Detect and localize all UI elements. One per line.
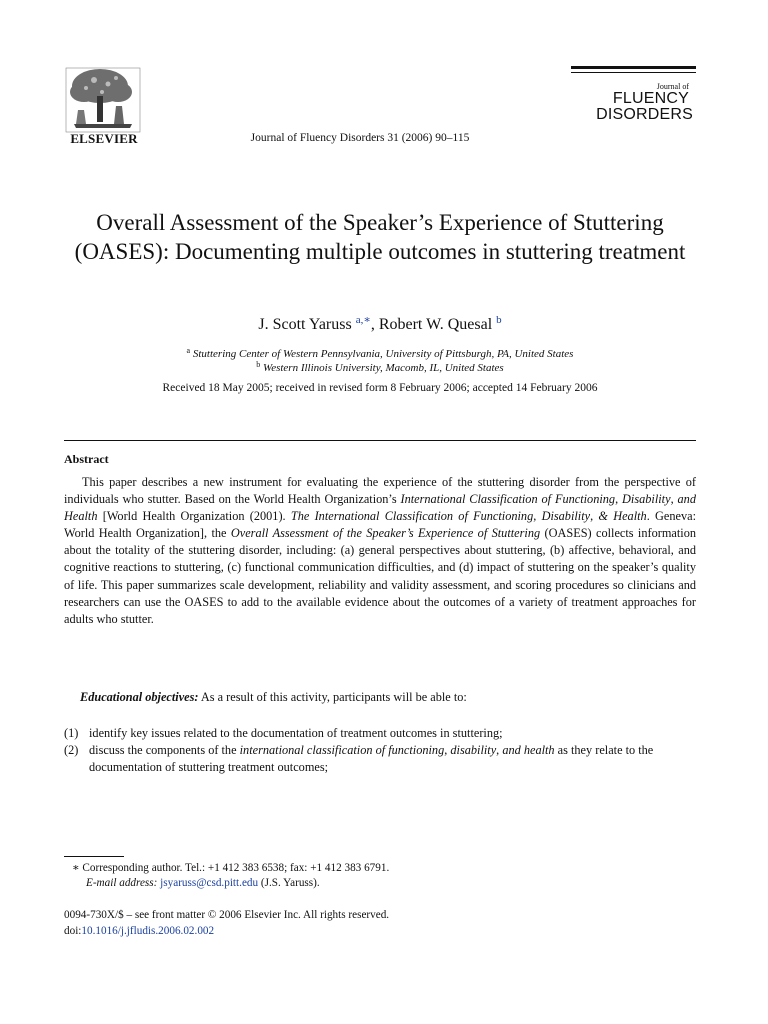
affiliation-text: Stuttering Center of Western Pennsylvania, University of Pittsburgh, PA, United States — [192, 348, 574, 360]
text-run: discuss the components of the — [89, 743, 240, 757]
italic-run: disability — [450, 743, 497, 757]
elsevier-tree-logo — [64, 66, 142, 134]
doi-link[interactable]: 10.1016/j.jfludis.2006.02.002 — [81, 925, 215, 937]
italic-run: and Health — [64, 492, 696, 524]
affiliation — [64, 360, 696, 374]
email-owner: (J.S. Yaruss). — [258, 877, 320, 889]
journal-logo — [571, 66, 696, 126]
journal-citation: Journal of Fluency Disorders 31 (2006) 90–115 — [250, 132, 470, 144]
italic-run: and health — [502, 743, 555, 757]
text-run: This paper describes a new instrument for evaluating the experience of the stuttering disorder from the perspective of individuals who stutter. Based on the World Health Organization’s — [64, 475, 696, 507]
objective-text — [89, 725, 696, 742]
received-dates: Received 18 May 2005; received in revised form 8 February 2006; accepted 14 February 2006 — [162, 382, 598, 394]
journal-logo-line1: FLUENCY — [612, 90, 689, 107]
educational-objectives-label: Educational objectives: — [80, 690, 199, 704]
journal-logo-line2: DISORDERS — [596, 106, 693, 123]
author-affiliation-marker[interactable]: b — [496, 314, 502, 326]
author-separator: , — [370, 316, 379, 333]
affiliation — [64, 346, 696, 360]
italic-run: Disability — [622, 492, 671, 507]
text-run: identify key issues related to the documentation of treatment outcomes in stuttering; — [89, 726, 503, 740]
italic-run: international classification of functioning — [239, 743, 445, 757]
text-run: , — [496, 743, 503, 757]
footnote-divider — [64, 856, 124, 857]
doi-line — [64, 925, 214, 937]
objective-number: (2) — [64, 743, 79, 757]
abstract-heading: Abstract — [64, 452, 109, 466]
text-run: , — [590, 509, 599, 524]
author-name: Robert W. Quesal — [378, 316, 493, 333]
author-name: J. Scott Yaruss — [258, 316, 352, 333]
email-link[interactable]: jsyaruss@csd.pitt.edu — [160, 877, 259, 889]
footnote-marker: ∗ — [72, 862, 80, 874]
divider — [64, 440, 696, 441]
objective-text — [89, 742, 696, 776]
text-run: as they relate to the documentation of stuttering treatment outcomes; — [89, 743, 654, 774]
educational-objectives-intro — [80, 690, 696, 705]
email-label: E-mail address: — [86, 877, 158, 889]
text-run: , — [615, 492, 623, 507]
educational-objectives-text: As a result of this activity, participants will be able to: — [198, 690, 467, 704]
article-title: Overall Assessment of the Speaker’s Experience of Stuttering (OASES): Documenting multiple outcomes in stuttering treatment — [74, 210, 686, 264]
italic-run: International Classification of Functioning — [400, 492, 616, 507]
text-run: [World Health Organization (2001). — [97, 509, 291, 524]
text-run: . Geneva: World Health Organization], the — [64, 509, 696, 541]
abstract-body — [64, 474, 696, 628]
copyright-notice: 0094-730X/$ – see front matter © 2006 Elsevier Inc. All rights reserved. — [64, 909, 390, 921]
affiliation-marker: a — [186, 346, 191, 355]
email-note — [86, 877, 320, 889]
italic-run: The International Classification of Functioning — [290, 509, 534, 524]
italic-run: Disability — [541, 509, 591, 524]
affiliation-text: Western Illinois University, Macomb, IL, United States — [263, 362, 504, 374]
corresponding-author-note — [72, 861, 389, 874]
corresponding-author-text: Corresponding author. Tel.: +1 412 383 6538; fax: +1 412 383 6791. — [82, 862, 390, 874]
italic-run: & Health — [598, 509, 647, 524]
text-run: (OASES) collects information about the totality of the stuttering disorder, including: (a) general perspectives about stuttering, (b) affective, behavioral, and cognitive reactions to stuttering, (c) functional communication difficulties, and (d) impact of stuttering on the speaker’s quality of life. This paper summarizes scale development, reliability and validity assessment, and scoring procedures so clinicians and researchers can use the OASES to add to the available evidence about the outcomes of a variety of treatment approaches for adults who stutter. — [64, 526, 696, 626]
italic-run: Overall Assessment of the Speaker’s Experience of Stuttering — [230, 526, 541, 541]
text-run: , — [444, 743, 451, 757]
objective-number: (1) — [64, 726, 79, 740]
journal-logo-prefix: Journal of — [656, 82, 689, 91]
author-affiliation-marker[interactable]: a,∗ — [355, 314, 371, 326]
publisher-name: ELSEVIER — [70, 131, 138, 146]
author-list — [64, 313, 696, 334]
text-run: , — [533, 509, 542, 524]
text-run: , — [670, 492, 678, 507]
doi-label: doi: — [64, 925, 82, 937]
affiliation-marker: b — [256, 360, 261, 369]
